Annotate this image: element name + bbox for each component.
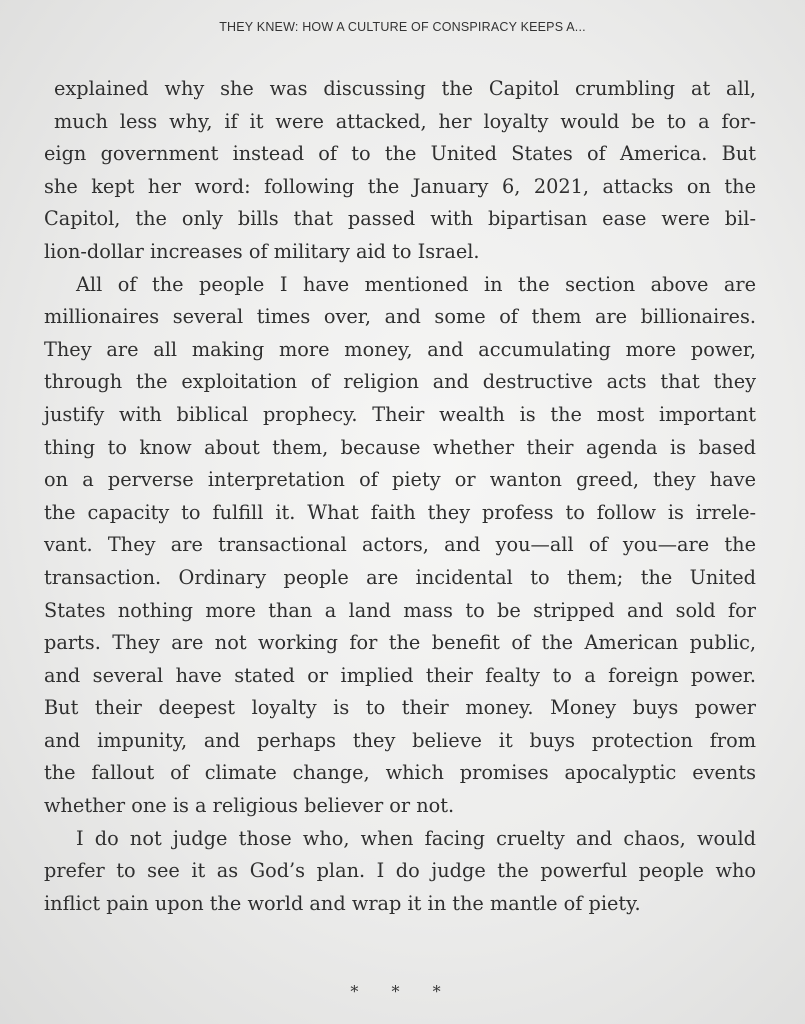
text-line: through the exploitation of religion and destructive acts that they <box>44 370 756 394</box>
text-line: parts. They are not working for the benefit of the American public, <box>44 631 756 655</box>
text-line: on a perverse interpretation of piety or wanton greed, they have <box>44 468 756 492</box>
text-line: inflict pain upon the world and wrap it in the mantle of piety. <box>44 891 641 915</box>
paragraph <box>44 269 756 823</box>
text-line: eign government instead of to the United States of America. But <box>44 142 756 166</box>
text-line: and impunity, and perhaps they believe it buys protection from <box>44 728 756 752</box>
paragraph <box>44 73 756 269</box>
body-text <box>44 73 756 920</box>
text-line: thing to know about them, because whether their agenda is based <box>44 435 756 459</box>
text-line: prefer to see it as God’s plan. I do judge the powerful people who <box>44 859 756 883</box>
text-line: They are all making more money, and accumulating more power, <box>44 337 756 361</box>
section-break-ornament: * * * <box>350 982 455 1001</box>
text-line: lion-dollar increases of military aid to Israel. <box>44 239 480 263</box>
text-line: justify with biblical prophecy. Their wealth is the most important <box>44 402 756 426</box>
text-line: the fallout of climate change, which promises apocalyptic events <box>44 761 756 785</box>
text-line: millionaires several times over, and some of them are billionaires. <box>44 305 756 329</box>
text-line: States nothing more than a land mass to be stripped and sold for <box>44 598 756 622</box>
text-line: I do not judge those who, when facing cruelty and chaos, would <box>76 826 756 850</box>
paragraph <box>44 823 756 921</box>
text-line: vant. They are transactional actors, and you—all of you—are the <box>44 533 756 557</box>
text-line: she kept her word: following the January 6, 2021, attacks on the <box>44 174 756 198</box>
text-line: whether one is a religious believer or not. <box>44 794 455 818</box>
text-line: and several have stated or implied their fealty to a foreign power. <box>44 663 756 687</box>
running-header: THEY KNEW: HOW A CULTURE OF CONSPIRACY KEEPS A... <box>219 20 586 34</box>
text-line: transaction. Ordinary people are incidental to them; the United <box>44 565 756 589</box>
text-line: All of the people I have mentioned in the section above are <box>76 272 756 296</box>
text-line: the capacity to fulfill it. What faith they profess to follow is irrele- <box>44 500 756 524</box>
text-line: But their deepest loyalty is to their money. Money buys power <box>44 696 756 720</box>
text-line: explained why she was discussing the Capitol crumbling at all, <box>54 77 756 100</box>
text-line: Capitol, the only bills that passed with bipartisan ease were bil- <box>44 207 756 231</box>
text-line: much less why, if it were attacked, her loyalty would be to a for- <box>54 109 756 133</box>
